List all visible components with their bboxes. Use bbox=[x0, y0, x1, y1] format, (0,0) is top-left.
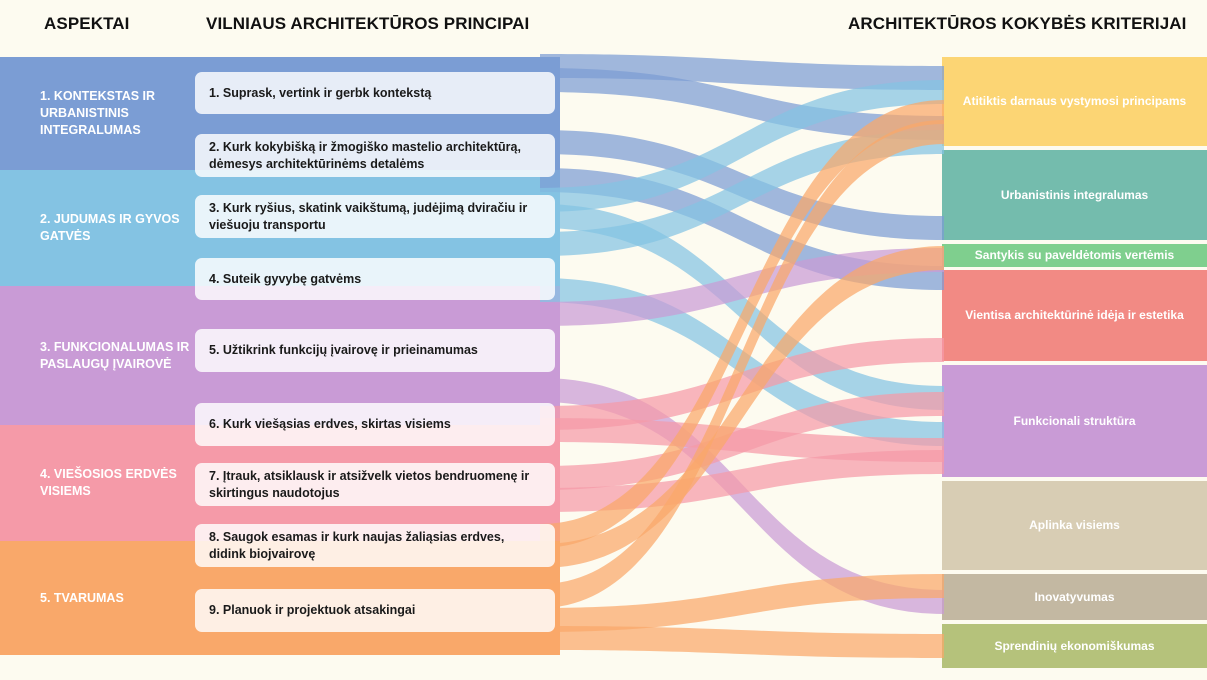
principle-label: 8. Saugok esamas ir kurk naujas žaliąsias erdves, didink biojvairovę bbox=[209, 529, 505, 561]
criterion-label: Santykis su paveldėtomis vertėmis bbox=[974, 248, 1175, 262]
principle-box bbox=[195, 589, 555, 632]
header-criteria: ARCHITEKTŪROS KOKYBĖS KRITERIJAI bbox=[848, 14, 1187, 33]
principle-box bbox=[195, 403, 555, 446]
criterion-item bbox=[942, 365, 1207, 477]
header-principles: VILNIAUS ARCHITEKTŪROS PRINCIPAI bbox=[206, 14, 530, 33]
principle-label: 1. Suprask, vertink ir gerbk kontekstą bbox=[209, 85, 432, 100]
criterion-label: Atitiktis darnaus vystymosi principams bbox=[962, 94, 1187, 108]
principle-box bbox=[195, 258, 555, 300]
principle-box bbox=[195, 195, 555, 238]
aspect-item bbox=[0, 170, 200, 286]
principle-box bbox=[195, 524, 555, 567]
aspect-item bbox=[0, 286, 200, 425]
principle-label: 4. Suteik gyvybę gatvėms bbox=[209, 271, 362, 286]
flow-link bbox=[540, 626, 944, 658]
criterion-label: Sprendinių ekonomiškumas bbox=[994, 638, 1155, 653]
principle-label: 9. Planuok ir projektuok atsakingai bbox=[209, 603, 416, 617]
aspect-label: 5. TVARUMAS bbox=[40, 590, 124, 605]
criterion-label: Funkcionali struktūra bbox=[1013, 413, 1136, 428]
principle-box bbox=[195, 134, 555, 177]
criterion-item bbox=[942, 624, 1207, 668]
principle-label: 3. Kurk ryšius, skatink vaikštumą, judėjimą dviračiu ir viešuoju transportu bbox=[209, 200, 528, 232]
header-aspects: ASPEKTAI bbox=[44, 14, 130, 33]
principle-label: 7. Įtrauk, atsiklausk ir atsižvelk vietos bendruomenę ir skirtingus naudotojus bbox=[209, 468, 530, 500]
aspect-label: 3. FUNKCIONALUMAS IR PASLAUGŲ ĮVAIROVĖ bbox=[40, 339, 190, 371]
principle-box bbox=[195, 72, 555, 114]
aspect-label: 4. VIEŠOSIOS ERDVĖS VISIEMS bbox=[40, 467, 177, 498]
principle-label: 2. Kurk kokybišką ir žmogiško mastelio architektūrą, dėmesys architektūrinėms detalėms bbox=[209, 139, 521, 171]
criterion-item bbox=[942, 574, 1207, 620]
criterion-label: Inovatyvumas bbox=[1034, 589, 1115, 604]
aspect-label: 2. JUDUMAS IR GYVOS GATVĖS bbox=[40, 212, 180, 243]
criterion-item bbox=[942, 57, 1207, 146]
criterion-item bbox=[942, 481, 1207, 570]
principle-box bbox=[195, 329, 555, 372]
principle-box bbox=[195, 463, 555, 506]
criterion-item bbox=[942, 150, 1207, 240]
principle-label: 5. Užtikrink funkcijų įvairovę ir prieinamumas bbox=[209, 343, 478, 357]
aspect-label: 1. KONTEKSTAS IR URBANISTINIS INTEGRALUMAS bbox=[40, 89, 156, 137]
principle-label: 6. Kurk viešąsias erdves, skirtas visiems bbox=[209, 417, 451, 431]
criterion-item bbox=[942, 244, 1207, 267]
criterion-label: Vientisa architektūrinė idėja ir estetika bbox=[965, 308, 1184, 322]
criterion-item bbox=[942, 270, 1207, 361]
aspect-item bbox=[0, 541, 200, 655]
criterion-label: Urbanistinis integralumas bbox=[1000, 187, 1149, 202]
criterion-label: Aplinka visiems bbox=[1029, 518, 1120, 532]
aspect-item bbox=[0, 425, 200, 541]
aspect-item bbox=[0, 57, 200, 170]
